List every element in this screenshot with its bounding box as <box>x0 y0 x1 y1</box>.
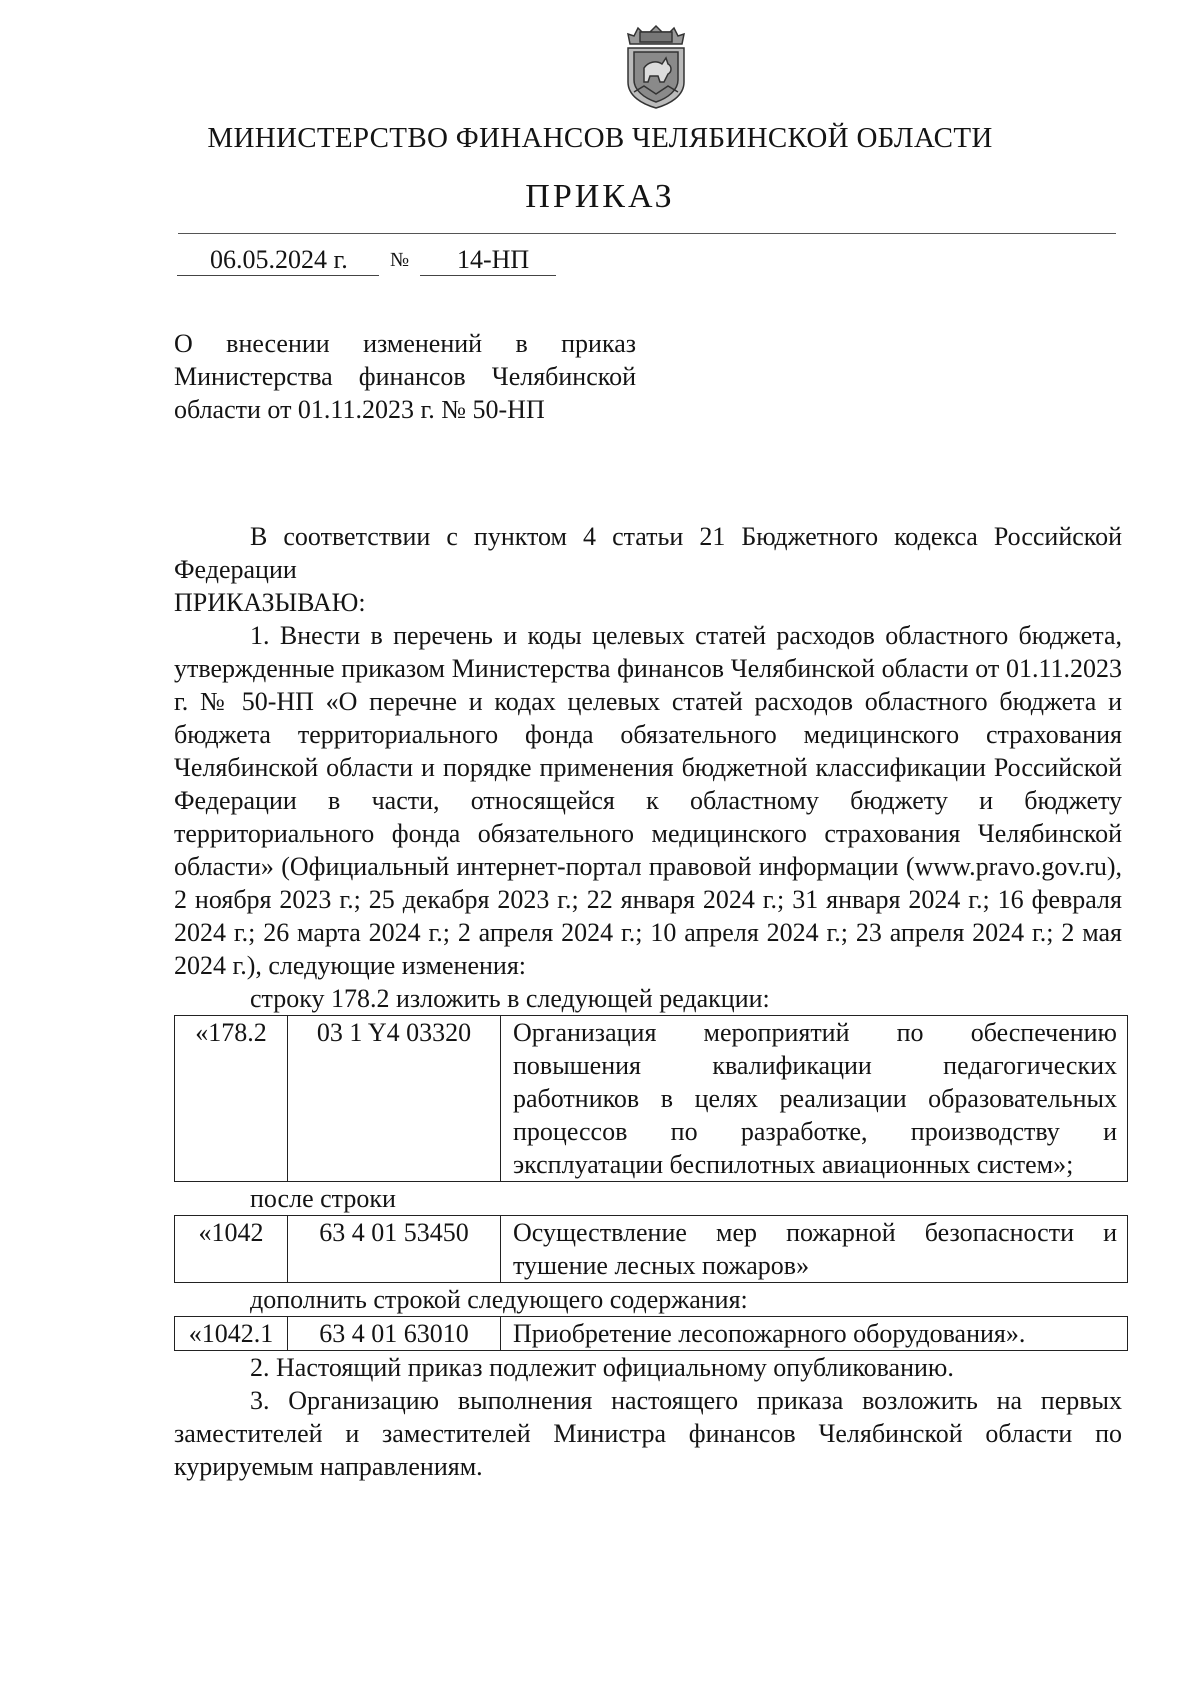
number-underline <box>420 275 556 276</box>
date-underline <box>177 275 379 276</box>
preamble: В соответствии с пунктом 4 статьи 21 Бюджетного кодекса Российской Федерации <box>174 522 1122 584</box>
item-2: 2. Настоящий приказ подлежит официальному опубликованию. <box>250 1353 954 1382</box>
table-row-1042-1 <box>174 1316 1128 1351</box>
table-row <box>175 1016 1128 1182</box>
ministry-name: МИНИСТЕРСТВО ФИНАНСОВ ЧЕЛЯБИНСКОЙ ОБЛАСТИ <box>207 122 993 154</box>
row-number: «178.2 <box>175 1016 288 1182</box>
order-body <box>174 520 1122 1483</box>
row-code: 63 4 01 53450 <box>288 1216 501 1283</box>
table-row <box>175 1317 1128 1351</box>
row-text: Организация мероприятий по обеспечению повышения квалификации педагогических работников в целях реализации образовательных процессов по разработке, производству и эксплуатации беспилотных авиационных систем»; <box>501 1016 1128 1182</box>
item-1: 1. Внести в перечень и коды целевых статей расходов областного бюджета, утвержденные приказом Министерства финансов Челябинской области от 01.11.2023 г. № 50-НП «О перечне и кодах целевых статей расходов областного бюджета и бюджета территориального фонда обязательного медицинского страхования Челябинской области и порядке применения бюджетной классификации Российской Федерации в части, относящейся к областному бюджету и бюджету территориального фонда обязательного медицинского страхования Челябинской области» (Официальный интернет-портал правовой информации (www.pravo.gov.ru), 2 ноября 2023 г.; 25 декабря 2023 г.; 22 января 2024 г.; 31 января 2024 г.; 16 февраля 2024 г.; 26 марта 2024 г.; 2 апреля 2024 г.; 10 апреля 2024 г.; 23 апреля 2024 г.; 2 мая 2024 г.), следующие изменения: <box>174 621 1122 980</box>
row-code: 03 1 Y4 03320 <box>288 1016 501 1182</box>
row-number: «1042.1 <box>175 1317 288 1351</box>
order-date: 06.05.2024 г. <box>210 245 348 274</box>
table1-label: строку 178.2 изложить в следующей редакции: <box>250 984 770 1013</box>
row-text: Осуществление мер пожарной безопасности и тушение лесных пожаров» <box>501 1216 1128 1283</box>
order-word: ПРИКАЗЫВАЮ: <box>174 588 366 617</box>
row-number: «1042 <box>175 1216 288 1283</box>
table-row-178-2 <box>174 1015 1128 1182</box>
table-row-1042 <box>174 1215 1128 1283</box>
item-3: 3. Организацию выполнения настоящего приказа возложить на первых заместителей и заместителей Министра финансов Челябинской области по курируемым направлениям. <box>174 1386 1122 1481</box>
row-code: 63 4 01 63010 <box>288 1317 501 1351</box>
table2-label: после строки <box>250 1184 396 1213</box>
header-divider <box>178 233 1116 234</box>
table3-label: дополнить строкой следующего содержания: <box>250 1285 748 1314</box>
document-type: ПРИКАЗ <box>525 178 675 215</box>
number-sign: № <box>390 249 410 271</box>
order-subject: О внесении изменений в приказ Министерства финансов Челябинской области от 01.11.2023 г. № 50-НП <box>174 329 636 424</box>
coat-of-arms-icon <box>620 22 692 112</box>
row-text: Приобретение лесопожарного оборудования». <box>501 1317 1128 1351</box>
order-number: 14-НП <box>457 245 530 274</box>
table-row <box>175 1216 1128 1283</box>
